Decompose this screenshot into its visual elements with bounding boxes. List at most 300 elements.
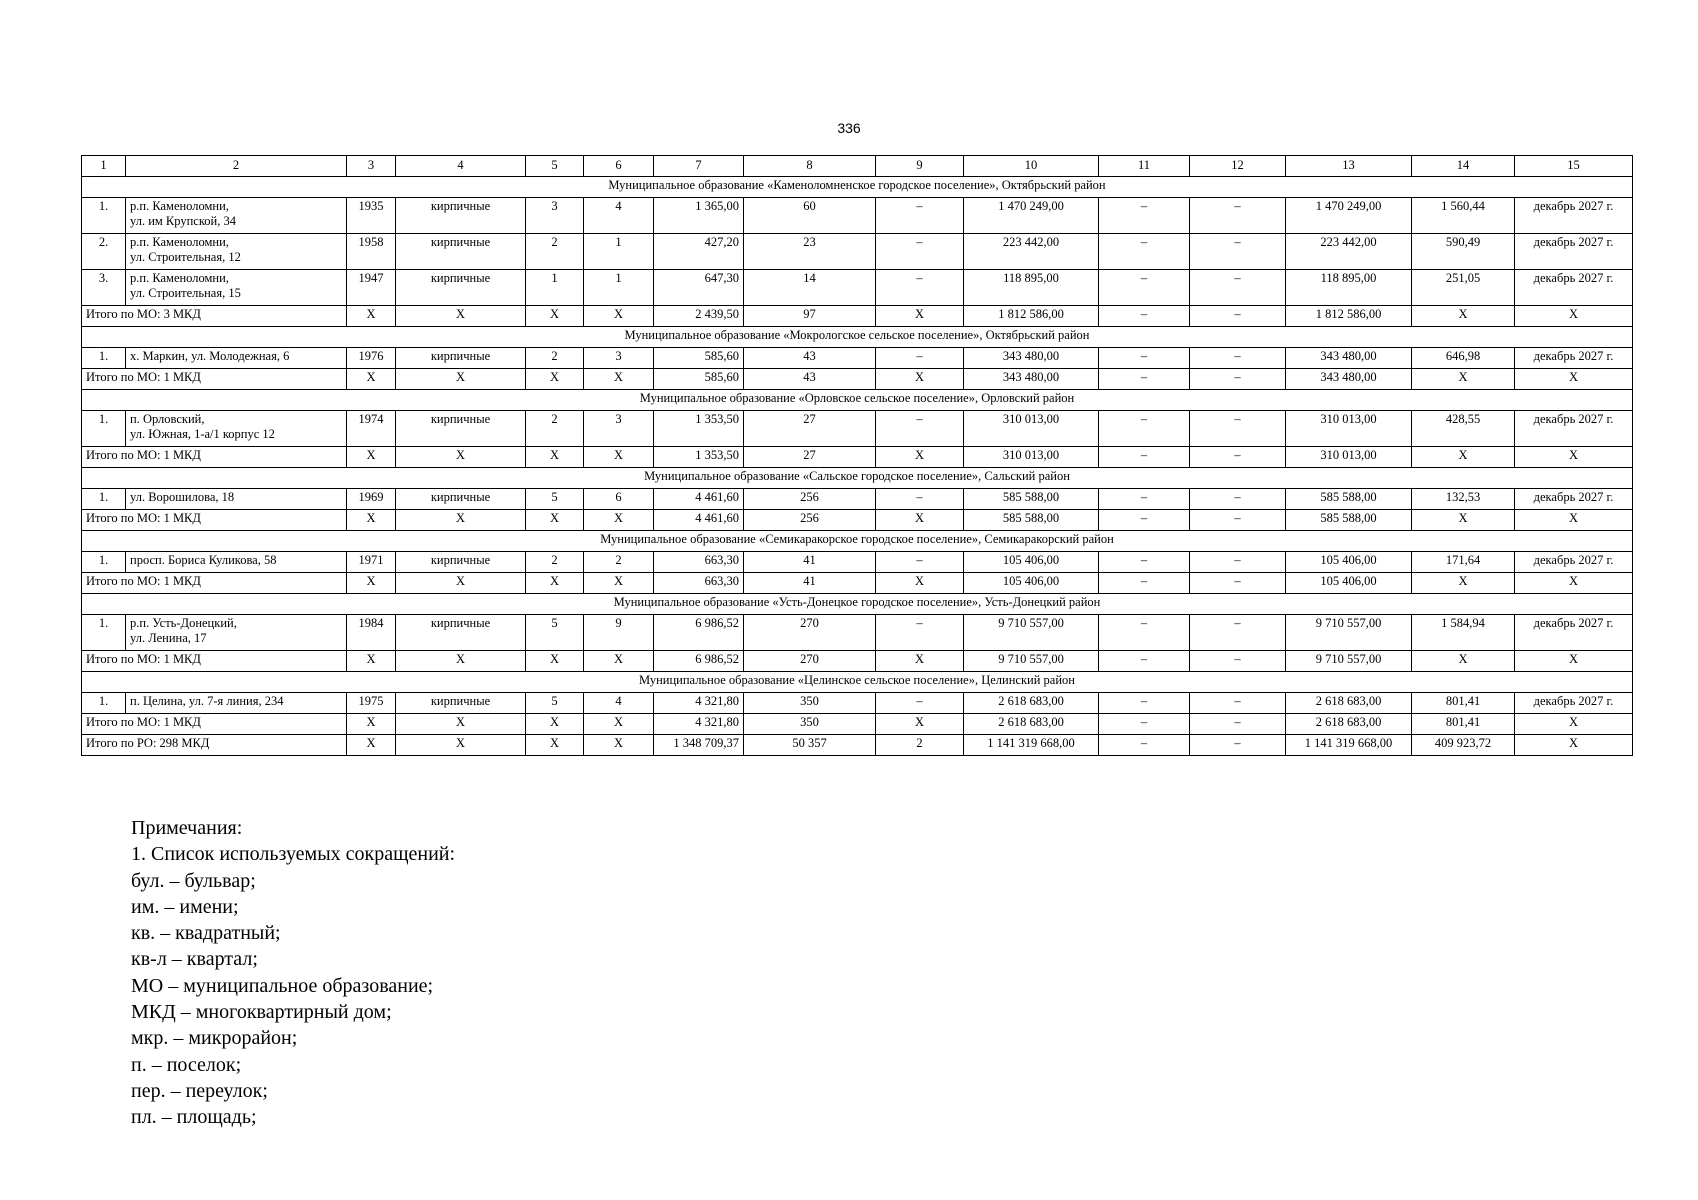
cell-col-12: –: [1190, 552, 1286, 573]
subtotal-cell: 801,41: [1412, 714, 1515, 735]
subtotal-cell: X: [526, 651, 584, 672]
cell-col-6: 1: [584, 234, 654, 270]
cell-col-14: 171,64: [1412, 552, 1515, 573]
cell-col-13: 223 442,00: [1286, 234, 1412, 270]
grand-total-cell: 1 141 319 668,00: [1286, 735, 1412, 756]
cell-col-15: декабрь 2027 г.: [1515, 234, 1633, 270]
column-number-7: 7: [654, 156, 744, 177]
cell-col-12: –: [1190, 234, 1286, 270]
subtotal-cell: X: [584, 510, 654, 531]
cell-col-2: р.п. Усть-Донецкий, ул. Ленина, 17: [126, 615, 347, 651]
cell-col-11: –: [1099, 615, 1190, 651]
grand-total-cell: 409 923,72: [1412, 735, 1515, 756]
subtotal-cell: X: [526, 573, 584, 594]
cell-col-12: –: [1190, 693, 1286, 714]
cell-col-10: 1 470 249,00: [964, 198, 1099, 234]
cell-col-4: кирпичные: [396, 552, 526, 573]
cell-col-3: 1935: [347, 198, 396, 234]
cell-col-7: 663,30: [654, 552, 744, 573]
cell-col-11: –: [1099, 552, 1190, 573]
cell-col-4: кирпичные: [396, 234, 526, 270]
cell-col-13: 1 470 249,00: [1286, 198, 1412, 234]
cell-col-6: 4: [584, 198, 654, 234]
column-number-header: [82, 156, 1633, 177]
subtotal-cell: X: [396, 651, 526, 672]
cell-col-6: 3: [584, 411, 654, 447]
cell-col-9: –: [876, 348, 964, 369]
cell-col-1: 1.: [82, 693, 126, 714]
page-number: 336: [837, 120, 861, 136]
section-header-row: [82, 390, 1633, 411]
subtotal-cell: X: [347, 714, 396, 735]
subtotal-cell: 9 710 557,00: [1286, 651, 1412, 672]
cell-col-2: просп. Бориса Куликова, 58: [126, 552, 347, 573]
subtotal-cell: X: [526, 447, 584, 468]
cell-col-9: –: [876, 489, 964, 510]
cell-col-13: 9 710 557,00: [1286, 615, 1412, 651]
subtotal-cell: X: [584, 447, 654, 468]
cell-col-10: 2 618 683,00: [964, 693, 1099, 714]
section-header-row: [82, 468, 1633, 489]
subtotal-cell: X: [876, 714, 964, 735]
cell-col-13: 585 588,00: [1286, 489, 1412, 510]
subtotal-label: Итого по МО: 1 МКД: [82, 510, 347, 531]
note-line: кв-л – квартал;: [131, 948, 258, 971]
cell-col-14: 428,55: [1412, 411, 1515, 447]
cell-col-5: 2: [526, 234, 584, 270]
grand-total-cell: 2: [876, 735, 964, 756]
cell-col-15: декабрь 2027 г.: [1515, 270, 1633, 306]
cell-col-1: 1.: [82, 615, 126, 651]
cell-col-6: 9: [584, 615, 654, 651]
subtotal-cell: 6 986,52: [654, 651, 744, 672]
cell-col-8: 43: [744, 348, 876, 369]
subtotal-row: [82, 306, 1633, 327]
subtotal-cell: 41: [744, 573, 876, 594]
header-row: [82, 156, 1633, 177]
subtotal-cell: X: [1515, 714, 1633, 735]
subtotal-cell: X: [1515, 651, 1633, 672]
subtotal-label: Итого по МО: 1 МКД: [82, 369, 347, 390]
subtotal-cell: X: [584, 651, 654, 672]
cell-col-2: р.п. Каменоломни, ул. Строительная, 12: [126, 234, 347, 270]
cell-col-13: 310 013,00: [1286, 411, 1412, 447]
subtotal-row: [82, 651, 1633, 672]
note-line: пер. – переулок;: [131, 1079, 268, 1102]
subtotal-cell: –: [1190, 306, 1286, 327]
subtotal-cell: X: [396, 306, 526, 327]
subtotal-cell: X: [526, 369, 584, 390]
subtotal-cell: X: [396, 714, 526, 735]
section-title: Муниципальное образование «Каменоломненское городское поселение», Октябрьский район: [82, 177, 1633, 198]
subtotal-cell: X: [1412, 573, 1515, 594]
cell-col-4: кирпичные: [396, 198, 526, 234]
column-number-12: 12: [1190, 156, 1286, 177]
subtotal-cell: 343 480,00: [964, 369, 1099, 390]
subtotal-cell: 43: [744, 369, 876, 390]
cell-col-3: 1958: [347, 234, 396, 270]
subtotal-cell: –: [1099, 510, 1190, 531]
subtotal-cell: 270: [744, 651, 876, 672]
note-line: мкр. – микрорайон;: [131, 1027, 298, 1050]
cell-col-7: 427,20: [654, 234, 744, 270]
cell-col-2: х. Маркин, ул. Молодежная, 6: [126, 348, 347, 369]
cell-col-10: 310 013,00: [964, 411, 1099, 447]
cell-col-7: 6 986,52: [654, 615, 744, 651]
section-header-row: [82, 177, 1633, 198]
cell-col-6: 3: [584, 348, 654, 369]
subtotal-cell: X: [347, 306, 396, 327]
column-number-15: 15: [1515, 156, 1633, 177]
subtotal-cell: X: [396, 447, 526, 468]
cell-col-4: кирпичные: [396, 348, 526, 369]
subtotal-cell: X: [396, 510, 526, 531]
subtotal-cell: 2 618 683,00: [964, 714, 1099, 735]
note-line: МКД – многоквартирный дом;: [131, 1001, 392, 1024]
cell-col-4: кирпичные: [396, 411, 526, 447]
cell-col-12: –: [1190, 615, 1286, 651]
cell-col-10: 118 895,00: [964, 270, 1099, 306]
cell-col-15: декабрь 2027 г.: [1515, 198, 1633, 234]
cell-col-10: 223 442,00: [964, 234, 1099, 270]
note-line: кв. – квадратный;: [131, 922, 281, 945]
cell-col-7: 4 461,60: [654, 489, 744, 510]
table-row: [82, 270, 1633, 306]
cell-col-8: 23: [744, 234, 876, 270]
cell-col-13: 105 406,00: [1286, 552, 1412, 573]
subtotal-cell: 585,60: [654, 369, 744, 390]
cell-col-1: 1.: [82, 411, 126, 447]
cell-col-3: 1947: [347, 270, 396, 306]
cell-col-11: –: [1099, 270, 1190, 306]
subtotal-cell: X: [876, 651, 964, 672]
subtotal-cell: X: [876, 369, 964, 390]
cell-col-15: декабрь 2027 г.: [1515, 552, 1633, 573]
subtotal-cell: X: [1412, 510, 1515, 531]
subtotal-cell: 4 461,60: [654, 510, 744, 531]
table-body: [82, 177, 1633, 756]
note-line: им. – имени;: [131, 895, 239, 918]
cell-col-7: 1 353,50: [654, 411, 744, 447]
grand-total-cell: X: [526, 735, 584, 756]
table-row: [82, 489, 1633, 510]
subtotal-cell: 27: [744, 447, 876, 468]
column-number-4: 4: [396, 156, 526, 177]
cell-col-2: ул. Ворошилова, 18: [126, 489, 347, 510]
cell-col-11: –: [1099, 693, 1190, 714]
column-number-13: 13: [1286, 156, 1412, 177]
subtotal-label: Итого по МО: 1 МКД: [82, 573, 347, 594]
cell-col-10: 105 406,00: [964, 552, 1099, 573]
subtotal-cell: 310 013,00: [1286, 447, 1412, 468]
cell-col-14: 801,41: [1412, 693, 1515, 714]
cell-col-3: 1984: [347, 615, 396, 651]
subtotal-cell: X: [347, 369, 396, 390]
grand-total-cell: –: [1190, 735, 1286, 756]
cell-col-12: –: [1190, 270, 1286, 306]
grand-total-row: [82, 735, 1633, 756]
cell-col-11: –: [1099, 234, 1190, 270]
cell-col-15: декабрь 2027 г.: [1515, 693, 1633, 714]
subtotal-cell: X: [584, 369, 654, 390]
subtotal-cell: X: [526, 306, 584, 327]
cell-col-12: –: [1190, 411, 1286, 447]
cell-col-5: 1: [526, 270, 584, 306]
note-line: бул. – бульвар;: [131, 869, 256, 892]
subtotal-cell: X: [1412, 651, 1515, 672]
subtotal-label: Итого по МО: 1 МКД: [82, 714, 347, 735]
cell-col-13: 2 618 683,00: [1286, 693, 1412, 714]
subtotal-row: [82, 510, 1633, 531]
cell-col-8: 41: [744, 552, 876, 573]
cell-col-8: 256: [744, 489, 876, 510]
cell-col-8: 350: [744, 693, 876, 714]
section-header-row: [82, 594, 1633, 615]
cell-col-15: декабрь 2027 г.: [1515, 489, 1633, 510]
subtotal-cell: 105 406,00: [964, 573, 1099, 594]
cell-col-5: 5: [526, 693, 584, 714]
subtotal-cell: 97: [744, 306, 876, 327]
subtotal-cell: 9 710 557,00: [964, 651, 1099, 672]
subtotal-cell: X: [1412, 447, 1515, 468]
grand-total-cell: X: [584, 735, 654, 756]
cell-col-1: 2.: [82, 234, 126, 270]
subtotal-cell: 350: [744, 714, 876, 735]
subtotal-cell: –: [1190, 447, 1286, 468]
column-number-1: 1: [82, 156, 126, 177]
subtotal-cell: 2 439,50: [654, 306, 744, 327]
cell-col-1: 1.: [82, 552, 126, 573]
cell-col-14: 1 584,94: [1412, 615, 1515, 651]
subtotal-cell: X: [584, 714, 654, 735]
grand-total-cell: X: [396, 735, 526, 756]
cell-col-5: 3: [526, 198, 584, 234]
cell-col-9: –: [876, 411, 964, 447]
note-line: 1. Список используемых сокращений:: [131, 843, 456, 866]
cell-col-7: 647,30: [654, 270, 744, 306]
column-number-9: 9: [876, 156, 964, 177]
cell-col-5: 5: [526, 489, 584, 510]
subtotal-cell: –: [1099, 447, 1190, 468]
subtotal-cell: X: [347, 651, 396, 672]
cell-col-3: 1971: [347, 552, 396, 573]
cell-col-3: 1976: [347, 348, 396, 369]
cell-col-9: –: [876, 552, 964, 573]
cell-col-15: декабрь 2027 г.: [1515, 411, 1633, 447]
notes-block: [131, 815, 455, 1131]
cell-col-1: 3.: [82, 270, 126, 306]
cell-col-5: 2: [526, 411, 584, 447]
cell-col-14: 251,05: [1412, 270, 1515, 306]
subtotal-row: [82, 714, 1633, 735]
subtotal-cell: X: [584, 573, 654, 594]
cell-col-2: р.п. Каменоломни, ул. им Крупской, 34: [126, 198, 347, 234]
cell-col-5: 2: [526, 552, 584, 573]
cell-col-3: 1969: [347, 489, 396, 510]
cell-col-1: 1.: [82, 198, 126, 234]
grand-total-label: Итого по РО: 298 МКД: [82, 735, 347, 756]
section-title: Муниципальное образование «Сальское городское поселение», Сальский район: [82, 468, 1633, 489]
cell-col-5: 2: [526, 348, 584, 369]
subtotal-row: [82, 447, 1633, 468]
subtotal-cell: X: [347, 573, 396, 594]
grand-total-cell: –: [1099, 735, 1190, 756]
cell-col-13: 118 895,00: [1286, 270, 1412, 306]
table-row: [82, 411, 1633, 447]
cell-col-6: 6: [584, 489, 654, 510]
subtotal-cell: X: [526, 714, 584, 735]
cell-col-11: –: [1099, 198, 1190, 234]
subtotal-cell: X: [876, 573, 964, 594]
subtotal-cell: –: [1099, 573, 1190, 594]
subtotal-cell: –: [1190, 369, 1286, 390]
subtotal-cell: X: [347, 447, 396, 468]
subtotal-cell: –: [1099, 369, 1190, 390]
subtotal-cell: 1 812 586,00: [1286, 306, 1412, 327]
subtotal-cell: 2 618 683,00: [1286, 714, 1412, 735]
cell-col-12: –: [1190, 198, 1286, 234]
section-header-row: [82, 327, 1633, 348]
grand-total-cell: X: [1515, 735, 1633, 756]
cell-col-2: п. Целина, ул. 7-я линия, 234: [126, 693, 347, 714]
cell-col-7: 1 365,00: [654, 198, 744, 234]
cell-col-7: 4 321,80: [654, 693, 744, 714]
subtotal-cell: 256: [744, 510, 876, 531]
cell-col-8: 14: [744, 270, 876, 306]
subtotal-label: Итого по МО: 3 МКД: [82, 306, 347, 327]
cell-col-4: кирпичные: [396, 489, 526, 510]
subtotal-cell: X: [1515, 369, 1633, 390]
table-row: [82, 552, 1633, 573]
cell-col-10: 343 480,00: [964, 348, 1099, 369]
subtotal-cell: –: [1099, 714, 1190, 735]
cell-col-14: 646,98: [1412, 348, 1515, 369]
column-number-3: 3: [347, 156, 396, 177]
cell-col-9: –: [876, 234, 964, 270]
subtotal-cell: X: [1412, 369, 1515, 390]
grand-total-cell: X: [347, 735, 396, 756]
cell-col-9: –: [876, 270, 964, 306]
cell-col-12: –: [1190, 348, 1286, 369]
table-row: [82, 348, 1633, 369]
cell-col-6: 1: [584, 270, 654, 306]
cell-col-7: 585,60: [654, 348, 744, 369]
subtotal-cell: X: [526, 510, 584, 531]
subtotal-cell: X: [347, 510, 396, 531]
cell-col-11: –: [1099, 411, 1190, 447]
buildings-table: [81, 155, 1633, 756]
cell-col-10: 585 588,00: [964, 489, 1099, 510]
subtotal-cell: –: [1099, 651, 1190, 672]
table-row: [82, 615, 1633, 651]
subtotal-cell: 1 812 586,00: [964, 306, 1099, 327]
cell-col-15: декабрь 2027 г.: [1515, 348, 1633, 369]
subtotal-cell: 4 321,80: [654, 714, 744, 735]
subtotal-cell: –: [1099, 306, 1190, 327]
note-line: пл. – площадь;: [131, 1106, 257, 1129]
subtotal-row: [82, 369, 1633, 390]
subtotal-cell: 585 588,00: [964, 510, 1099, 531]
section-title: Муниципальное образование «Целинское сельское поселение», Целинский район: [82, 672, 1633, 693]
note-line: МО – муниципальное образование;: [131, 974, 434, 997]
table-row: [82, 198, 1633, 234]
subtotal-cell: X: [396, 573, 526, 594]
subtotal-cell: X: [1515, 306, 1633, 327]
cell-col-2: п. Орловский, ул. Южная, 1-а/1 корпус 12: [126, 411, 347, 447]
subtotal-cell: X: [1515, 573, 1633, 594]
note-line: п. – поселок;: [131, 1053, 242, 1076]
cell-col-3: 1975: [347, 693, 396, 714]
subtotal-cell: X: [876, 447, 964, 468]
cell-col-4: кирпичные: [396, 693, 526, 714]
subtotal-cell: 1 353,50: [654, 447, 744, 468]
cell-col-12: –: [1190, 489, 1286, 510]
subtotal-cell: X: [1515, 447, 1633, 468]
cell-col-14: 1 560,44: [1412, 198, 1515, 234]
section-title: Муниципальное образование «Усть-Донецкое городское поселение», Усть-Донецкий район: [82, 594, 1633, 615]
cell-col-2: р.п. Каменоломни, ул. Строительная, 15: [126, 270, 347, 306]
cell-col-10: 9 710 557,00: [964, 615, 1099, 651]
cell-col-8: 60: [744, 198, 876, 234]
cell-col-8: 270: [744, 615, 876, 651]
subtotal-cell: –: [1190, 714, 1286, 735]
section-header-row: [82, 672, 1633, 693]
column-number-5: 5: [526, 156, 584, 177]
subtotal-cell: –: [1190, 573, 1286, 594]
cell-col-5: 5: [526, 615, 584, 651]
subtotal-cell: 105 406,00: [1286, 573, 1412, 594]
grand-total-cell: 1 348 709,37: [654, 735, 744, 756]
subtotal-cell: X: [584, 306, 654, 327]
cell-col-6: 2: [584, 552, 654, 573]
table-row: [82, 693, 1633, 714]
subtotal-cell: X: [1412, 306, 1515, 327]
subtotal-cell: 310 013,00: [964, 447, 1099, 468]
cell-col-9: –: [876, 693, 964, 714]
column-number-14: 14: [1412, 156, 1515, 177]
subtotal-cell: X: [876, 510, 964, 531]
cell-col-14: 132,53: [1412, 489, 1515, 510]
section-title: Муниципальное образование «Орловское сельское поселение», Орловский район: [82, 390, 1633, 411]
column-number-6: 6: [584, 156, 654, 177]
subtotal-cell: 663,30: [654, 573, 744, 594]
notes-heading: Примечания:: [131, 817, 243, 839]
cell-col-8: 27: [744, 411, 876, 447]
subtotal-cell: X: [396, 369, 526, 390]
cell-col-6: 4: [584, 693, 654, 714]
grand-total-cell: 50 357: [744, 735, 876, 756]
cell-col-14: 590,49: [1412, 234, 1515, 270]
cell-col-4: кирпичные: [396, 615, 526, 651]
subtotal-cell: 343 480,00: [1286, 369, 1412, 390]
cell-col-11: –: [1099, 489, 1190, 510]
cell-col-13: 343 480,00: [1286, 348, 1412, 369]
cell-col-1: 1.: [82, 348, 126, 369]
table-row: [82, 234, 1633, 270]
subtotal-cell: –: [1190, 510, 1286, 531]
column-number-8: 8: [744, 156, 876, 177]
column-number-2: 2: [126, 156, 347, 177]
cell-col-11: –: [1099, 348, 1190, 369]
subtotal-row: [82, 573, 1633, 594]
cell-col-4: кирпичные: [396, 270, 526, 306]
grand-total-cell: 1 141 319 668,00: [964, 735, 1099, 756]
section-header-row: [82, 531, 1633, 552]
subtotal-cell: X: [1515, 510, 1633, 531]
cell-col-9: –: [876, 198, 964, 234]
subtotal-label: Итого по МО: 1 МКД: [82, 651, 347, 672]
cell-col-3: 1974: [347, 411, 396, 447]
